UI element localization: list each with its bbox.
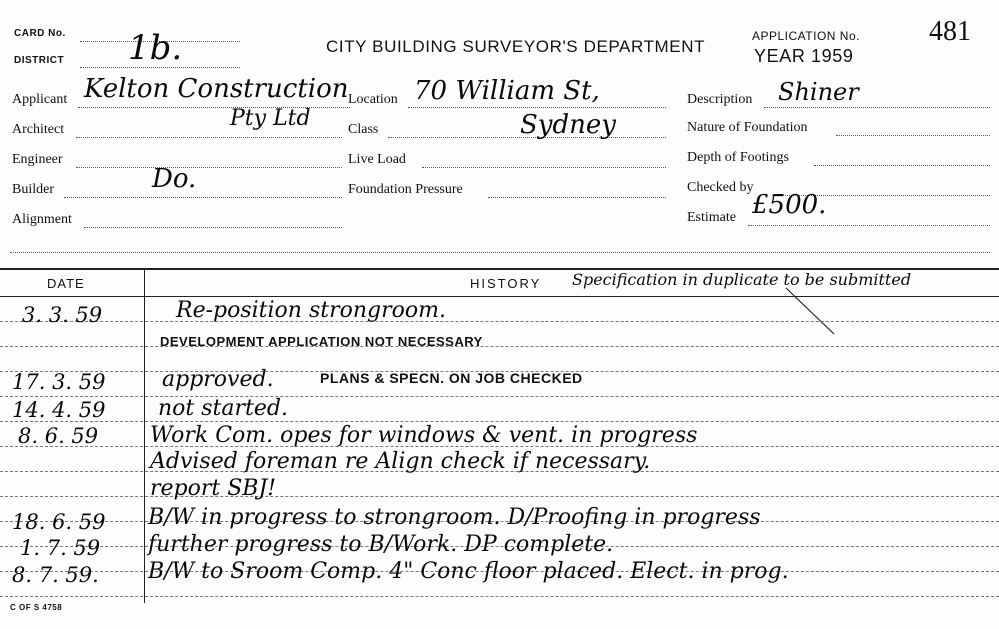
architect-label: Architect	[12, 122, 65, 137]
card-no-label: CARD No.	[14, 28, 66, 39]
entry-date: 17. 3. 59	[12, 370, 106, 394]
entry-date: 14. 4. 59	[12, 398, 106, 422]
foundation-pressure-line	[488, 197, 666, 198]
estimate-line	[748, 225, 990, 226]
entry-text-line-3: report SBJ!	[150, 476, 277, 501]
foundation-pressure-label: Foundation Pressure	[348, 182, 463, 197]
builder-line	[64, 197, 342, 198]
district-value: 1b.	[128, 28, 183, 68]
description-line	[764, 107, 990, 108]
development-stamp: DEVELOPMENT APPLICATION NOT NECESSARY	[160, 334, 483, 349]
entry-text: B/W in progress to strongroom. D/Proofing in progress	[148, 505, 761, 530]
entry-text: Work Com. opes for windows & vent. in progress	[150, 423, 698, 448]
nature-foundation-line	[836, 135, 990, 136]
location-line	[408, 107, 666, 108]
description-value: Shiner	[778, 78, 859, 106]
class-value: Sydney	[520, 110, 616, 140]
entry-date: 3. 3. 59	[22, 303, 103, 327]
entry-text: further progress to B/Work. DP complete.	[148, 532, 614, 557]
location-label: Location	[348, 92, 398, 107]
builder-label: Builder	[12, 182, 54, 197]
checked-by-label: Checked by	[687, 180, 754, 195]
entry-text: Re-position strongroom.	[176, 298, 446, 323]
applicant-label: Applicant	[12, 92, 68, 107]
entry-date: 1. 7. 59	[20, 536, 101, 560]
builder-value: Do.	[152, 164, 197, 194]
description-label: Description	[687, 92, 753, 107]
ruled-line	[0, 346, 999, 347]
nature-foundation-label: Nature of Foundation	[687, 120, 808, 135]
history-header-rule	[0, 296, 999, 297]
form-code: C OF S 4758	[10, 603, 63, 612]
date-column-divider	[144, 268, 145, 603]
entry-text: approved.	[162, 367, 274, 392]
history-note: Specification in duplicate to be submitted	[572, 270, 912, 289]
estimate-value: £500.	[752, 190, 827, 220]
ruled-line	[0, 596, 999, 597]
plans-checked-stamp: PLANS & SPECN. ON JOB CHECKED	[320, 370, 583, 386]
live-load-line	[422, 167, 666, 168]
history-header: HISTORY	[470, 276, 542, 291]
year-label: YEAR 1959	[754, 46, 854, 66]
depth-footings-label: Depth of Footings	[687, 150, 789, 165]
entry-text: B/W to Sroom Comp. 4" Conc floor placed. Elect. in prog.	[148, 559, 789, 584]
ruled-line	[0, 396, 999, 397]
live-load-label: Live Load	[348, 152, 406, 167]
ruled-line	[0, 421, 999, 422]
date-header: DATE	[47, 276, 85, 291]
ruled-line	[0, 321, 999, 322]
applicant-value-2: Pty Ltd	[230, 106, 311, 131]
applicant-value: Kelton Construction	[84, 74, 349, 104]
entry-date: 8. 6. 59	[18, 424, 99, 448]
fields-bottom-line	[10, 252, 990, 253]
entry-text: not started.	[158, 396, 288, 421]
depth-footings-line	[814, 165, 990, 166]
department-title: CITY BUILDING SURVEYOR'S DEPARTMENT	[326, 37, 706, 56]
entry-text-line-2: Advised foreman re Align check if necessary.	[150, 449, 651, 474]
engineer-label: Engineer	[12, 152, 63, 167]
engineer-line	[76, 167, 342, 168]
alignment-line	[84, 227, 342, 228]
alignment-label: Alignment	[12, 212, 72, 227]
entry-date: 8. 7. 59.	[12, 563, 99, 587]
application-no-label: APPLICATION No.	[752, 29, 860, 43]
entry-date: 18. 6. 59	[12, 510, 106, 534]
note-pointer-mark	[780, 286, 840, 338]
estimate-label: Estimate	[687, 210, 736, 225]
architect-line	[76, 137, 342, 138]
class-label: Class	[348, 122, 379, 137]
location-value: 70 William St,	[414, 76, 600, 106]
application-no-value: 481	[929, 16, 971, 47]
district-label: DISTRICT	[14, 55, 65, 66]
